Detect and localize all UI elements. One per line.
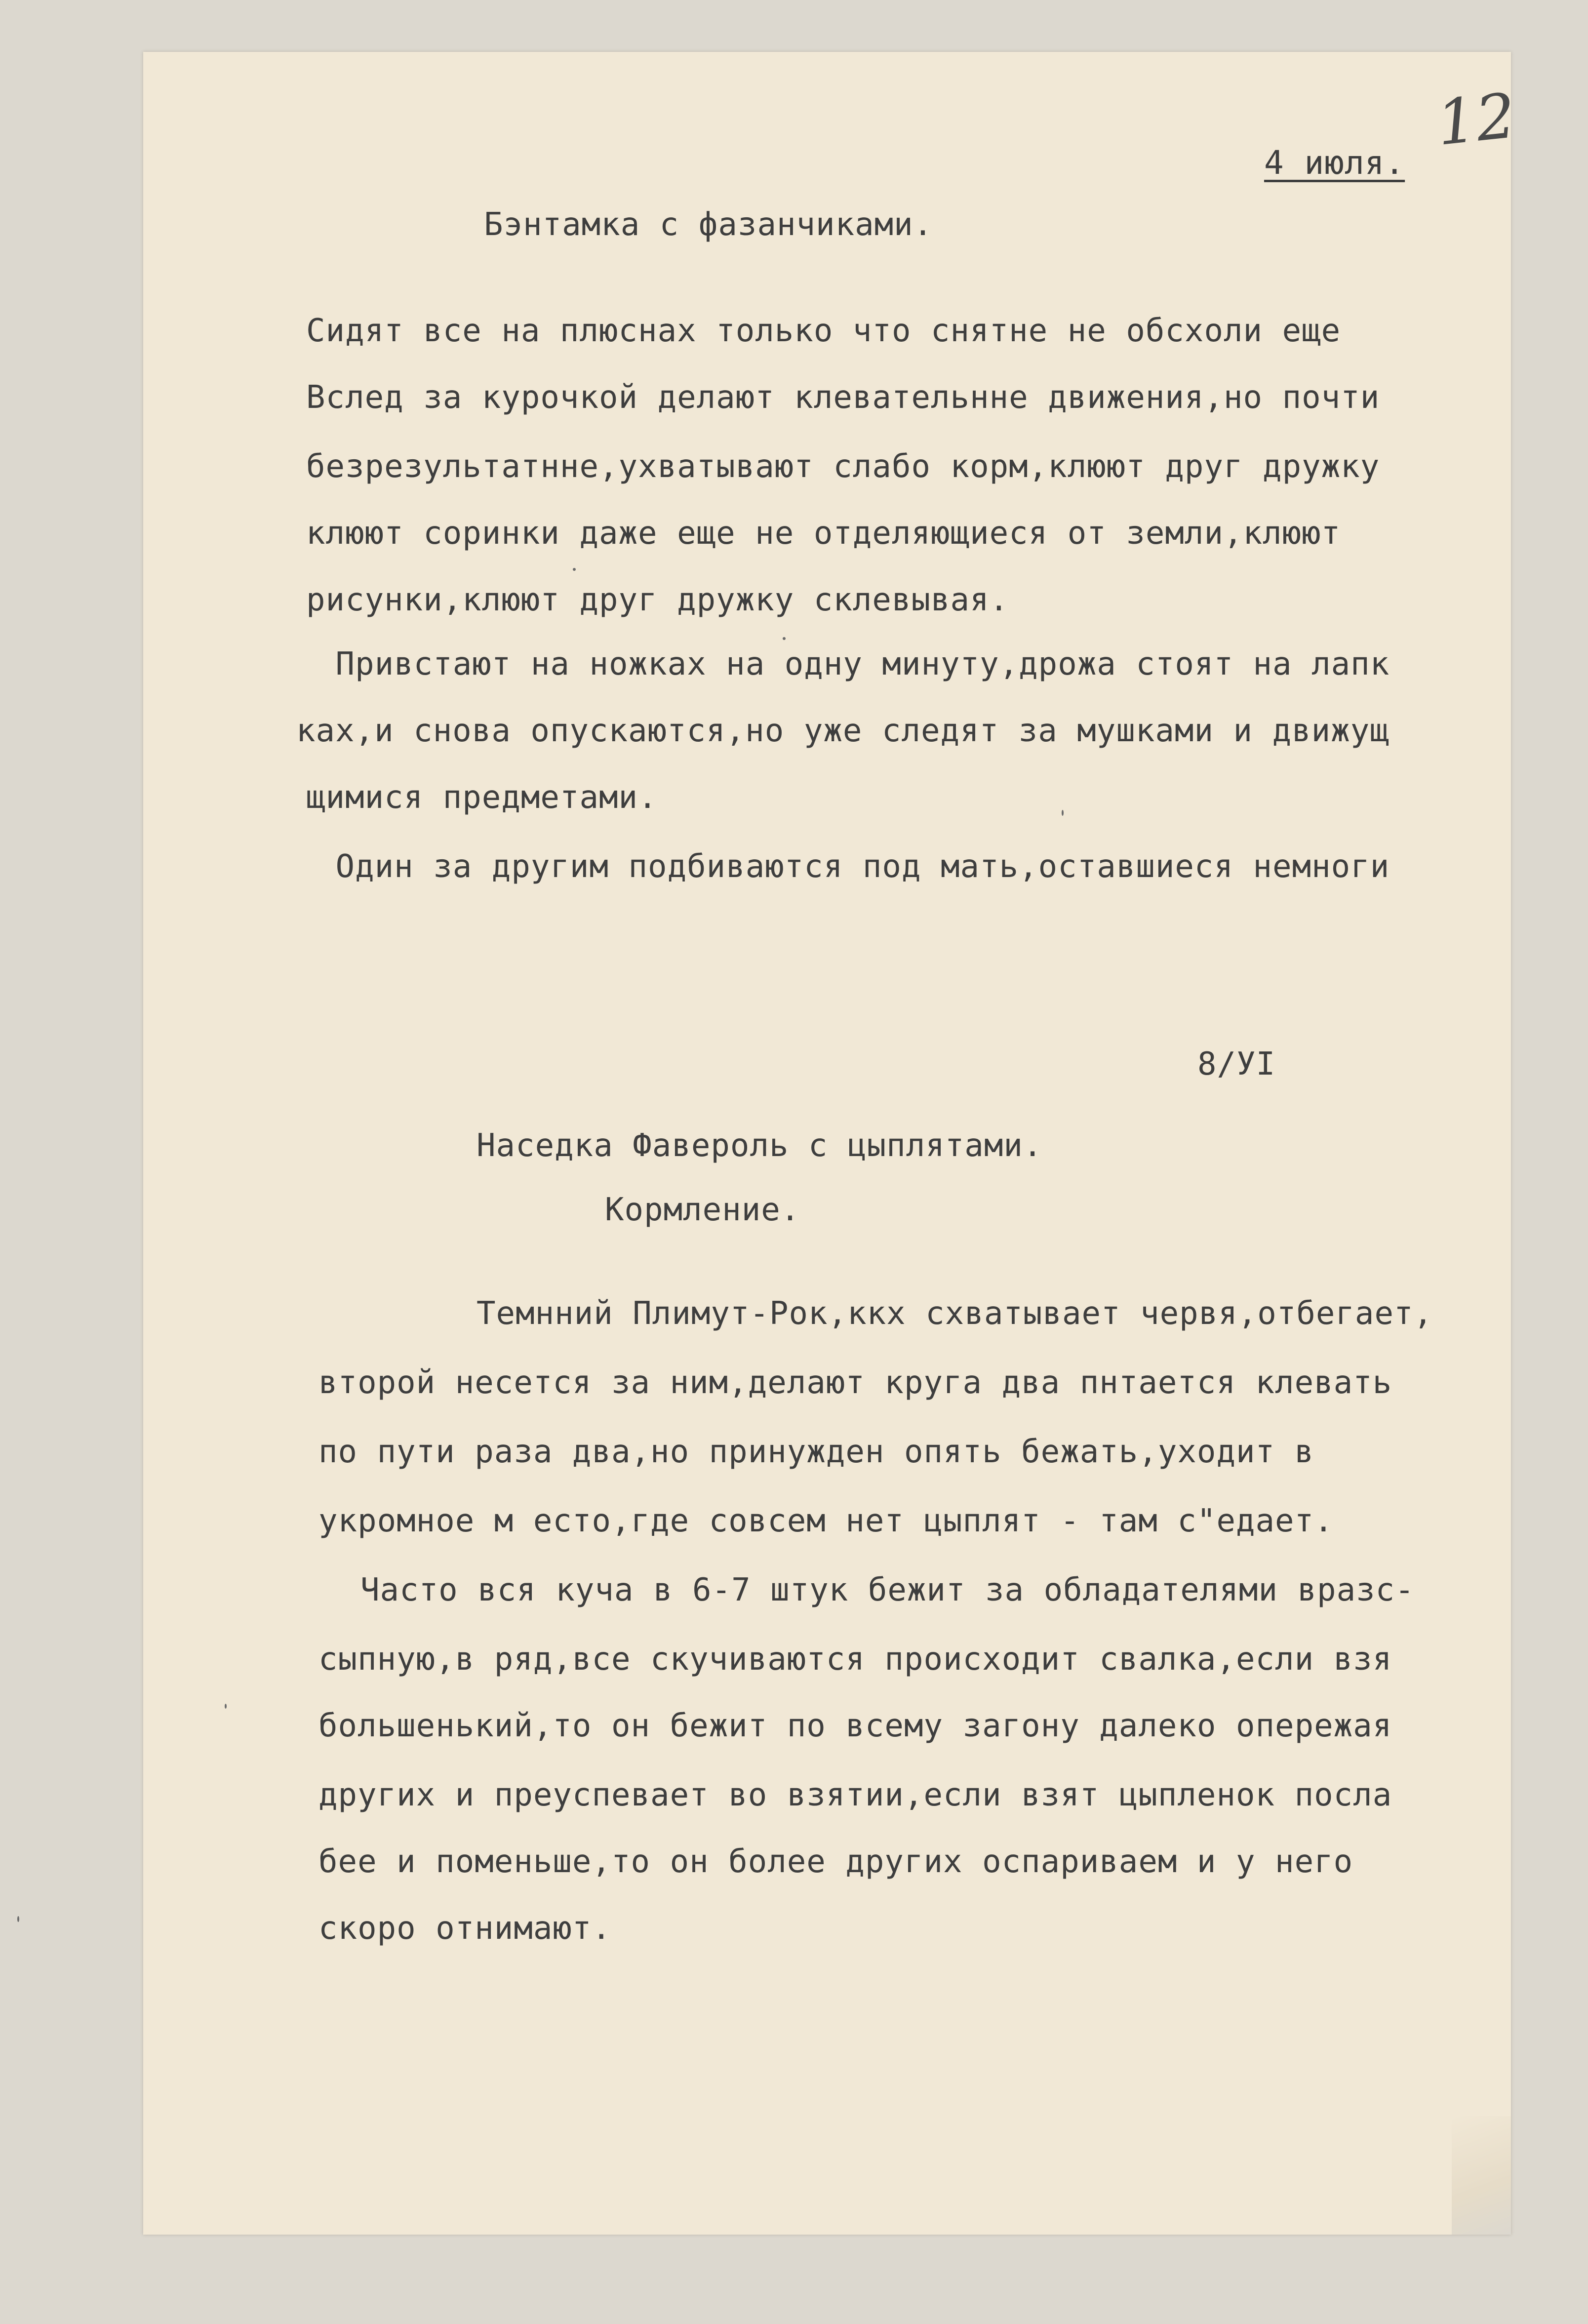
entry1-line: рисунки,клюют друг дружку склевывая. [306,582,1009,618]
paper-speck [573,568,576,571]
entry2-line: скоро отнимают. [318,1910,611,1947]
entry2-line: сыпную,в ряд,все скучиваются происходит свалка,если взя [318,1641,1392,1678]
folio-number: 12 [1433,80,1519,160]
entry1-line: Привстают на ножках на одну минуту,дрожа стоят на лапк [316,646,1390,682]
entry1-date: 4 июля. [1264,144,1405,182]
entry2-line: второй несется за ним,делают круга два пнтается клевать [318,1364,1392,1401]
entry1-line: ках,и снова опускаются,но уже следят за мушками и движущ [296,713,1390,749]
entry1-title: Бэнтамка с фазанчиками. [484,206,933,243]
paper-speck [1062,810,1064,816]
entry1-line: Один за другим подбиваются под мать,оставшиеся немноги [316,848,1390,885]
entry1-line: щимися предметами. [306,779,658,816]
paper-speck [17,1916,19,1922]
entry2-line: укромное м есто,где совсем нет цыплят - там с"едает. [318,1503,1334,1539]
entry2-date: 8/УI [1197,1046,1276,1082]
entry1-line: Вслед за курочкой делают клевательнне движения,но почти [306,379,1380,416]
entry2-line: Часто вся куча в 6-7 штук бежит за обладателями вразс- [360,1572,1415,1608]
entry2-line: других и преуспевает во взятии,если взят цыпленок посла [318,1777,1392,1813]
entry2-line: бее и поменьше,то он более других оспариваем и у него [318,1843,1353,1880]
entry2-title: Наседка Фавероль с цыплятами. [476,1127,1043,1164]
paper-speck [783,637,786,640]
entry1-line: клюют соринки даже еще не отделяющиеся от земли,клюют [306,515,1341,552]
entry2-subtitle: Кормление. [605,1192,800,1228]
entry2-line: большенький,то он бежит по всему загону далеко опережая [318,1708,1392,1744]
torn-corner [1452,2116,1511,2235]
entry2-line: по пути раза два,но принужден опять бежать,уходит в [318,1434,1314,1470]
paper-speck [225,1704,227,1709]
entry2-line: Темнний Плимут-Рок,ккх схватывает червя,отбегает, [476,1295,1433,1332]
entry1-line: Сидят все на плюснах только что снятне не обсхоли еще [306,313,1341,349]
entry1-line: безрезультатнне,ухватывают слабо корм,клюют друг дружку [306,448,1380,485]
